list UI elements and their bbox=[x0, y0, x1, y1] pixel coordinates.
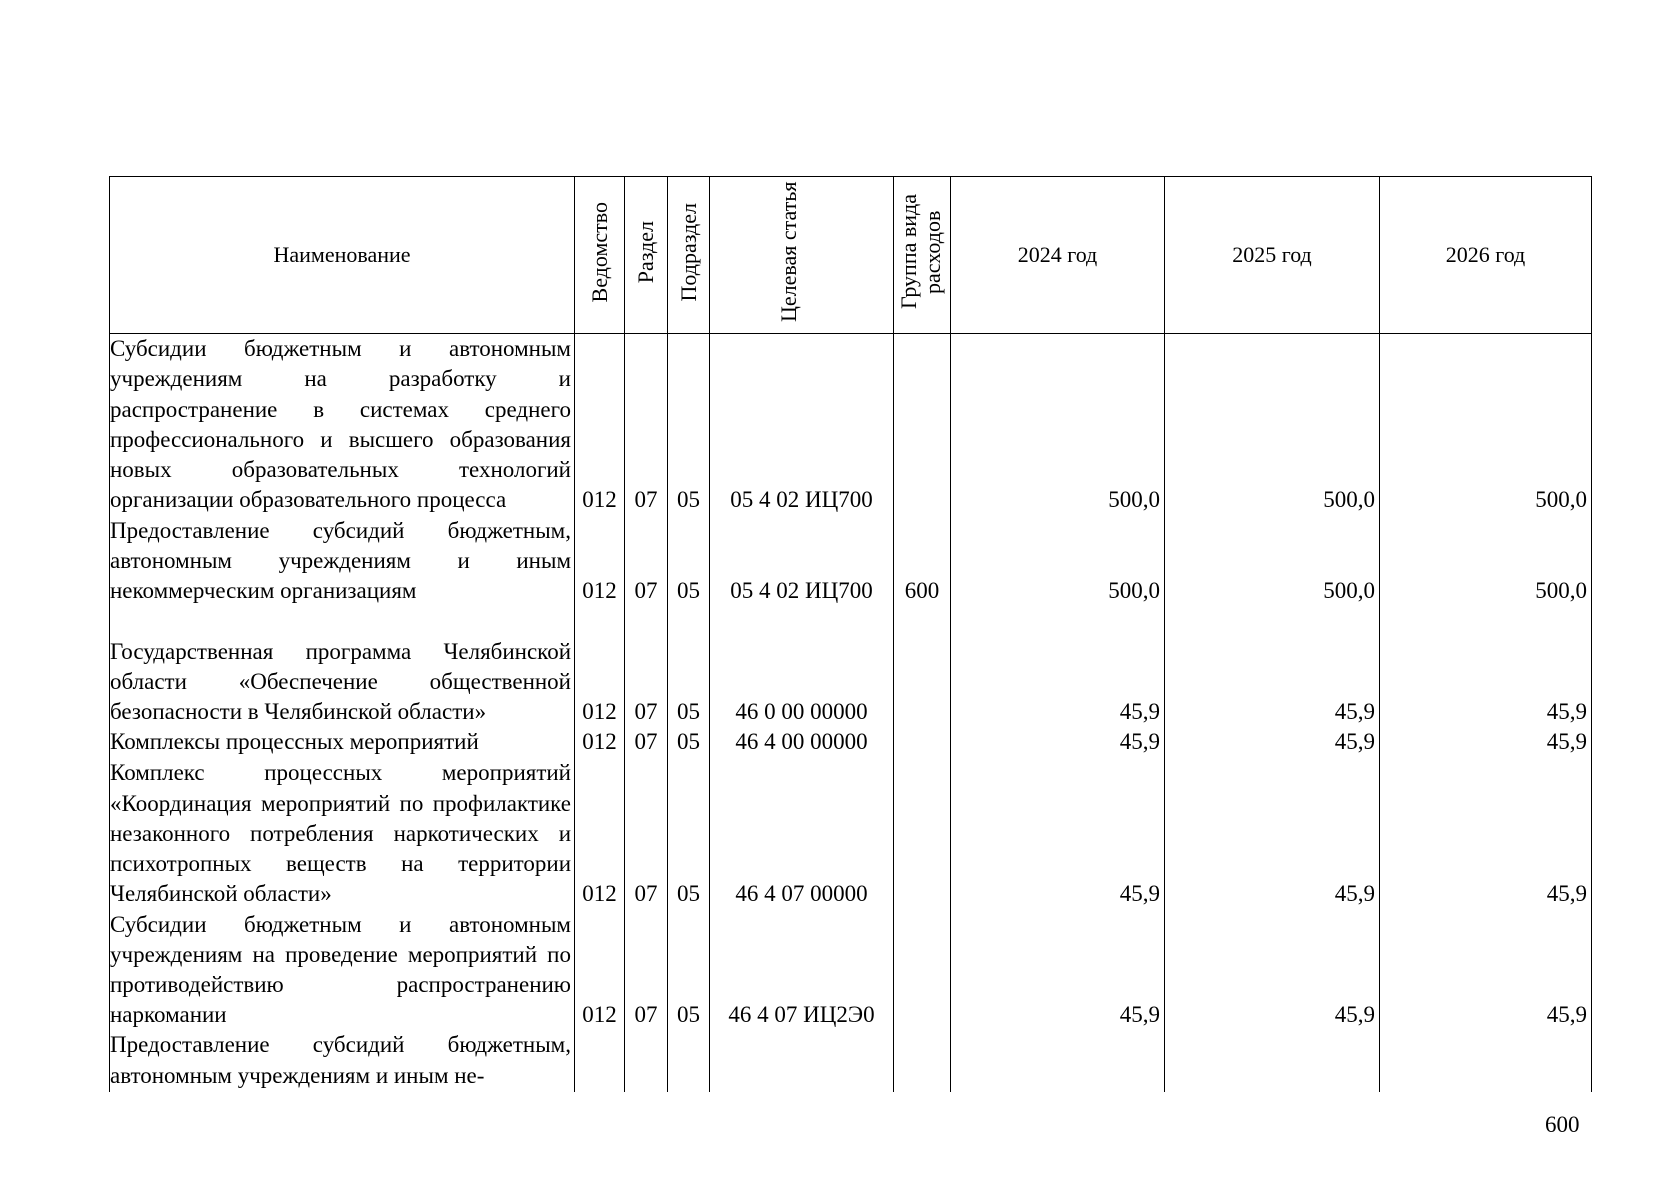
row-name: Предоставление субсидий бюджетным, автономным учреждениям и иным не- bbox=[110, 1030, 575, 1092]
row-podrazdel: 05 bbox=[668, 909, 710, 1030]
row-name: Субсидии бюджетным и автономным учреждениям на разработку и распространение в системах среднего профессионального и высшего образования новых образовательных технологий организации образовательного процесса bbox=[110, 334, 575, 516]
row-podrazdel: 05 bbox=[668, 516, 710, 607]
row-razdel: 07 bbox=[625, 334, 668, 516]
header-2026: 2026 год bbox=[1380, 177, 1592, 334]
row-razdel: 07 bbox=[625, 606, 668, 727]
row-celevaya: 05 4 02 ИЦ700 bbox=[710, 516, 894, 607]
row-gruppa: 600 bbox=[894, 516, 951, 607]
row-podrazdel: 05 bbox=[668, 727, 710, 757]
header-ved: Ведомство bbox=[575, 177, 625, 334]
row-2025: 45,9 bbox=[1165, 606, 1380, 727]
row-gruppa bbox=[894, 909, 951, 1030]
row-name: Субсидии бюджетным и автономным учреждениям на проведение мероприятий по противодействию распространению наркомании bbox=[110, 909, 575, 1030]
row-2024 bbox=[951, 1030, 1165, 1092]
row-2024: 45,9 bbox=[951, 909, 1165, 1030]
row-gruppa bbox=[894, 606, 951, 727]
row-2026: 45,9 bbox=[1380, 757, 1592, 909]
header-2024: 2024 год bbox=[951, 177, 1165, 334]
row-gruppa bbox=[894, 334, 951, 516]
row-celevaya: 46 4 07 00000 bbox=[710, 757, 894, 909]
row-2024: 500,0 bbox=[951, 516, 1165, 607]
table-header-row bbox=[110, 177, 1592, 334]
header-podrazdel: Подраздел bbox=[668, 177, 710, 334]
row-2026 bbox=[1380, 1030, 1592, 1092]
row-2024: 45,9 bbox=[951, 757, 1165, 909]
table-row bbox=[110, 334, 1592, 516]
row-2025: 500,0 bbox=[1165, 334, 1380, 516]
header-gruppa: Группа вида расходов bbox=[894, 177, 951, 334]
row-name: Комплекс процессных мероприятий «Координация мероприятий по профилактике незаконного потребления наркотических и психотропных веществ на территории Челябинской области» bbox=[110, 757, 575, 909]
table-row bbox=[110, 606, 1592, 727]
row-celevaya: 46 0 00 00000 bbox=[710, 606, 894, 727]
row-ved: 012 bbox=[575, 516, 625, 607]
row-2026: 45,9 bbox=[1380, 727, 1592, 757]
row-2026: 45,9 bbox=[1380, 606, 1592, 727]
row-razdel: 07 bbox=[625, 909, 668, 1030]
row-ved: 012 bbox=[575, 727, 625, 757]
row-ved: 012 bbox=[575, 757, 625, 909]
row-ved bbox=[575, 1030, 625, 1092]
row-gruppa bbox=[894, 757, 951, 909]
table-row bbox=[110, 516, 1592, 607]
row-2026: 45,9 bbox=[1380, 909, 1592, 1030]
table-row bbox=[110, 909, 1592, 1030]
row-razdel bbox=[625, 1030, 668, 1092]
row-name: Комплексы процессных мероприятий bbox=[110, 727, 575, 757]
row-celevaya: 05 4 02 ИЦ700 bbox=[710, 334, 894, 516]
row-name: Государственная программа Челябинской области «Обеспечение общественной безопасности в Челябинской области» bbox=[110, 606, 575, 727]
row-razdel: 07 bbox=[625, 727, 668, 757]
row-ved: 012 bbox=[575, 334, 625, 516]
row-celevaya: 46 4 00 00000 bbox=[710, 727, 894, 757]
header-razdel: Раздел bbox=[625, 177, 668, 334]
page-number: 600 bbox=[1545, 1112, 1580, 1137]
row-2025: 45,9 bbox=[1165, 909, 1380, 1030]
row-podrazdel bbox=[668, 1030, 710, 1092]
row-2024: 45,9 bbox=[951, 727, 1165, 757]
row-2026: 500,0 bbox=[1380, 516, 1592, 607]
row-podrazdel: 05 bbox=[668, 757, 710, 909]
row-2025: 500,0 bbox=[1165, 516, 1380, 607]
row-celevaya: 46 4 07 ИЦ2Э0 bbox=[710, 909, 894, 1030]
table-row bbox=[110, 757, 1592, 909]
row-2026: 500,0 bbox=[1380, 334, 1592, 516]
row-gruppa bbox=[894, 1030, 951, 1092]
row-ved: 012 bbox=[575, 909, 625, 1030]
row-2025 bbox=[1165, 1030, 1380, 1092]
row-razdel: 07 bbox=[625, 516, 668, 607]
row-2025: 45,9 bbox=[1165, 727, 1380, 757]
row-2024: 45,9 bbox=[951, 606, 1165, 727]
header-name: Наименование bbox=[110, 177, 575, 334]
row-celevaya bbox=[710, 1030, 894, 1092]
row-gruppa bbox=[894, 727, 951, 757]
row-ved: 012 bbox=[575, 606, 625, 727]
budget-table bbox=[109, 176, 1592, 1092]
table-row bbox=[110, 1030, 1592, 1092]
header-celevaya: Целевая статья bbox=[710, 177, 894, 334]
row-podrazdel: 05 bbox=[668, 334, 710, 516]
row-2025: 45,9 bbox=[1165, 757, 1380, 909]
row-razdel: 07 bbox=[625, 757, 668, 909]
header-2025: 2025 год bbox=[1165, 177, 1380, 334]
row-podrazdel: 05 bbox=[668, 606, 710, 727]
table-row bbox=[110, 727, 1592, 757]
row-2024: 500,0 bbox=[951, 334, 1165, 516]
row-name: Предоставление субсидий бюджетным, автономным учреждениям и иным некоммерческим организациям bbox=[110, 516, 575, 607]
